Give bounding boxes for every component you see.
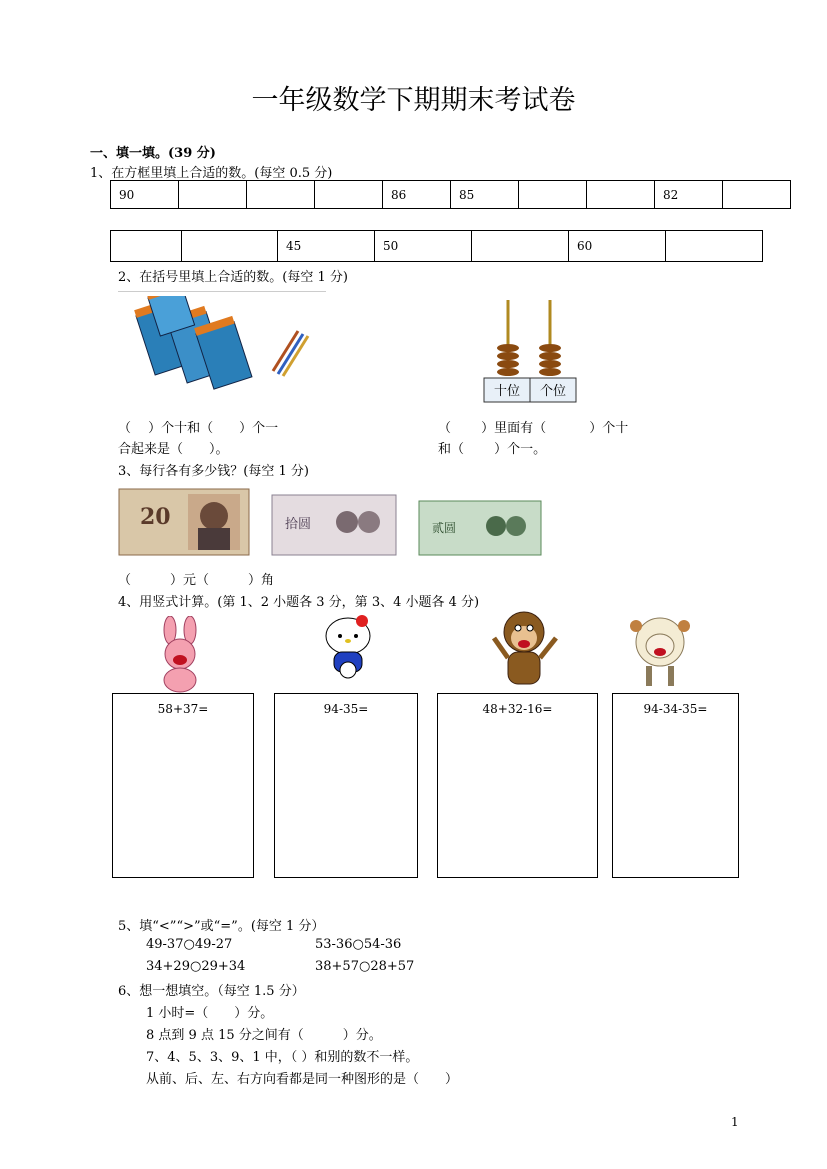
q6-line: 8 点到 9 点 15 分之间有（ ）分。 bbox=[146, 1028, 382, 1043]
note-20-value: 20 bbox=[140, 504, 171, 530]
q5-item: 34+29○29+34 bbox=[146, 959, 246, 974]
q5-item: 38+57○28+57 bbox=[315, 959, 415, 974]
calc-box-1[interactable] bbox=[112, 693, 254, 878]
abacus-image bbox=[470, 296, 590, 408]
note-2-label: 贰圆 bbox=[432, 521, 457, 535]
banknote-2-image bbox=[418, 500, 542, 556]
q2-right-line1: （ ）里面有（ ）个十 bbox=[438, 421, 629, 436]
calc-problem: 94-35= bbox=[323, 702, 369, 716]
grid-cell[interactable] bbox=[179, 181, 247, 209]
q6-prompt: 6、想一想填空。（每空 1.5 分） bbox=[118, 984, 305, 999]
q3-answer-line: （ ）元（ ）角 bbox=[118, 573, 275, 588]
calc-problem: 94-34-35= bbox=[643, 702, 708, 716]
q5-item: 53-36○54-36 bbox=[315, 937, 402, 952]
grid-cell[interactable]: 82 bbox=[655, 181, 723, 209]
section1-heading: 一、填一填。(39 分) bbox=[90, 146, 216, 161]
q5-item: 49-37○49-27 bbox=[146, 937, 233, 952]
grid-cell[interactable] bbox=[587, 181, 655, 209]
q2-right-line2: 和（ ）个一。 bbox=[438, 442, 547, 457]
ones-beads bbox=[539, 344, 561, 376]
grid-cell[interactable] bbox=[111, 231, 182, 262]
q6-line: 7、4、5、3、9、1 中，（ ）和别的数不一样。 bbox=[146, 1050, 419, 1065]
divider bbox=[118, 291, 326, 292]
calc-box-4[interactable] bbox=[612, 693, 739, 878]
grid-cell[interactable] bbox=[182, 231, 278, 262]
q2-left-line2: 合起来是（ ）。 bbox=[118, 442, 229, 457]
grid-cell[interactable] bbox=[723, 181, 791, 209]
grid-cell[interactable] bbox=[247, 181, 315, 209]
kitty-icon bbox=[318, 612, 380, 680]
page-title: 一年级数学下期期末考试卷 bbox=[251, 85, 576, 116]
q6-line: 1 小时=（ ）分。 bbox=[146, 1006, 274, 1021]
q5-prompt: 5、填“<”“>”或“=”。(每空 1 分） bbox=[118, 919, 325, 934]
calc-problem: 58+37= bbox=[157, 702, 209, 716]
grid-cell[interactable] bbox=[315, 181, 383, 209]
abacus-ones-label: 个位 bbox=[539, 384, 567, 399]
q6-line: 从前、后、左、右方向看都是同一种图形的是（ ） bbox=[146, 1072, 459, 1087]
grid-cell[interactable]: 90 bbox=[111, 181, 179, 209]
q2-prompt: 2、在括号里填上合适的数。(每空 1 分) bbox=[118, 270, 348, 285]
page-number: 1 bbox=[731, 1115, 739, 1129]
calc-problem: 48+32-16= bbox=[482, 702, 553, 716]
monkey-icon bbox=[488, 606, 562, 696]
banknote-10-image bbox=[271, 494, 397, 556]
grid-cell[interactable] bbox=[666, 231, 763, 262]
grid-cell[interactable]: 45 bbox=[278, 231, 375, 262]
q1-number-grid-2 bbox=[110, 230, 763, 262]
note-10-label: 拾圆 bbox=[285, 517, 312, 532]
calc-box-2[interactable] bbox=[274, 693, 418, 878]
grid-cell[interactable] bbox=[519, 181, 587, 209]
q2-left-line1: （ ）个十和（ ）个一 bbox=[118, 421, 279, 436]
abacus-tens-label: 十位 bbox=[493, 384, 521, 399]
tens-beads bbox=[497, 344, 519, 376]
stick-bundles-image bbox=[128, 296, 318, 396]
grid-cell[interactable]: 60 bbox=[569, 231, 666, 262]
q3-prompt: 3、每行各有多少钱？(每空 1 分) bbox=[118, 464, 309, 479]
q4-prompt: 4、用竖式计算。(第 1、2 小题各 3 分，第 3、4 小题各 4 分) bbox=[118, 595, 480, 610]
rabbit-icon bbox=[148, 616, 214, 694]
grid-cell[interactable]: 86 bbox=[383, 181, 451, 209]
loose-sticks bbox=[273, 331, 308, 376]
grid-cell[interactable]: 50 bbox=[375, 231, 472, 262]
grid-cell[interactable]: 85 bbox=[451, 181, 519, 209]
banknote-20-image bbox=[118, 488, 250, 556]
calc-box-3[interactable] bbox=[437, 693, 598, 878]
sheep-icon bbox=[622, 604, 702, 690]
q1-number-grid-1 bbox=[110, 180, 791, 209]
q1-prompt: 1、在方框里填上合适的数。(每空 0.5 分) bbox=[90, 166, 333, 181]
grid-cell[interactable] bbox=[472, 231, 569, 262]
